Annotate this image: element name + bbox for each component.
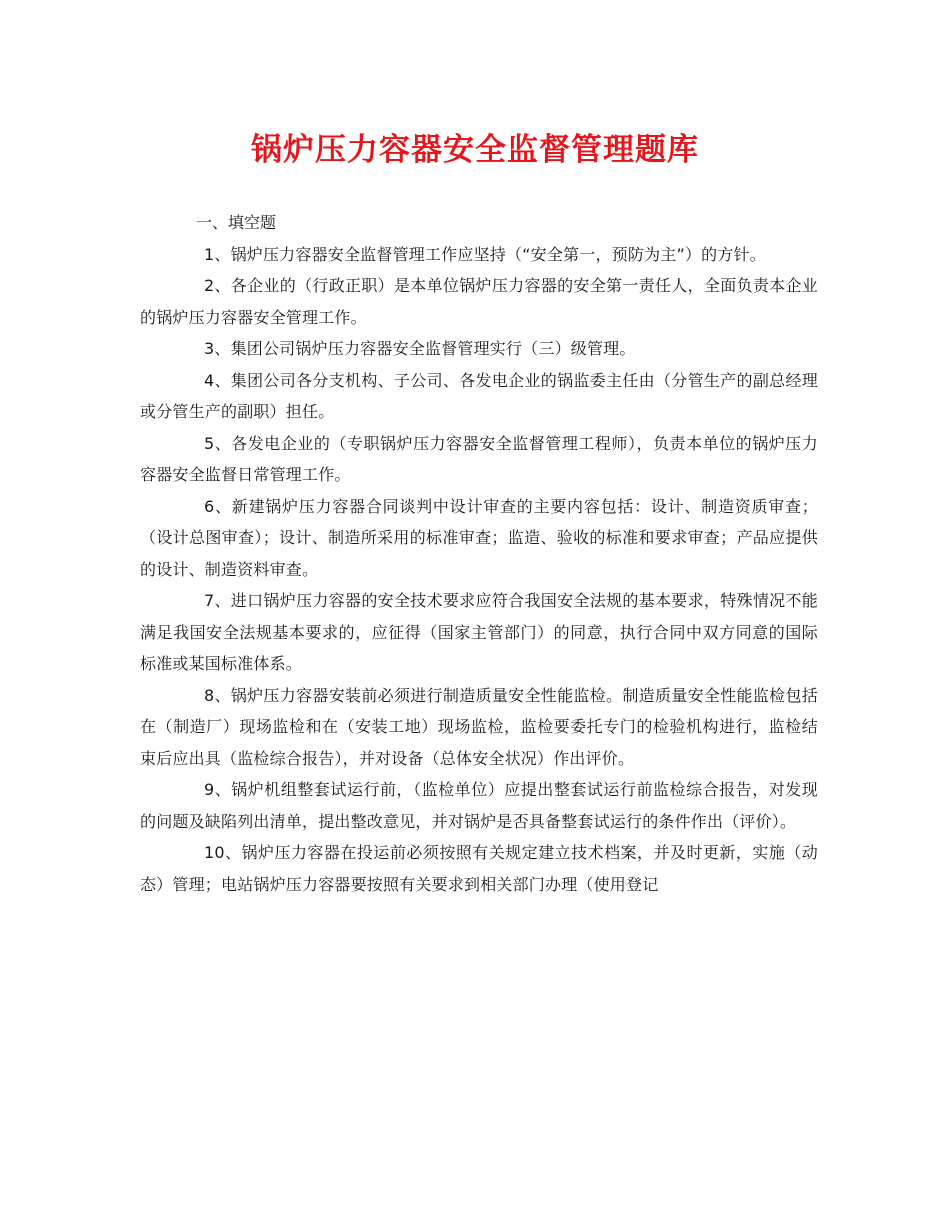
question-2: 2、各企业的（行政正职）是本单位锅炉压力容器的安全第一责任人，全面负责本企业的锅炉压力容器安全管理工作。 [140,276,818,327]
question-1: 1、锅炉压力容器安全监督管理工作应坚持（“安全第一，预防为主”）的方针。 [204,244,766,264]
document-body [140,207,818,900]
question-9: 9、锅炉机组整套试运行前，（监检单位）应提出整套试运行前监检综合报告，对发现的问题及缺陷列出清单，提出整改意见，并对锅炉是否具备整套试运行的条件作出（评价）。 [140,780,818,831]
question-7: 7、进口锅炉压力容器的安全技术要求应符合我国安全法规的基本要求，特殊情况不能满足我国安全法规基本要求的，应征得（国家主管部门）的同意，执行合同中双方同意的国际标准或某国标准体系。 [140,591,818,673]
question-5: 5、各发电企业的（专职锅炉压力容器安全监督管理工程师），负责本单位的锅炉压力容器安全监督日常管理工作。 [140,433,818,484]
section-heading: 一、填空题 [196,213,277,232]
question-10: 10、锅炉压力容器在投运前必须按照有关规定建立技术档案，并及时更新，实施（动态）管理；电站锅炉压力容器要按照有关要求到相关部门办理（使用登记 [140,843,818,894]
question-3: 3、集团公司锅炉压力容器安全监督管理实行（三）级管理。 [204,339,636,358]
document-title: 锅炉压力容器安全监督管理题库 [251,132,699,168]
question-4: 4、集团公司各分支机构、子公司、各发电企业的锅监委主任由（分管生产的副总经理或分管生产的副职）担任。 [140,370,818,421]
question-8: 8、锅炉压力容器安装前必须进行制造质量安全性能监检。制造质量安全性能监检包括在（制造厂）现场监检和在（安装工地）现场监检，监检要委托专门的检验机构进行，监检结束后应出具（监检综合报告），并对设备（总体安全状况）作出评价。 [140,685,818,768]
question-6: 6、新建锅炉压力容器合同谈判中设计审查的主要内容包括：设计、制造资质审查；（设计总图审查）；设计、制造所采用的标准审查；监造、验收的标准和要求审查；产品应提供的设计、制造资料审查。 [140,496,818,579]
